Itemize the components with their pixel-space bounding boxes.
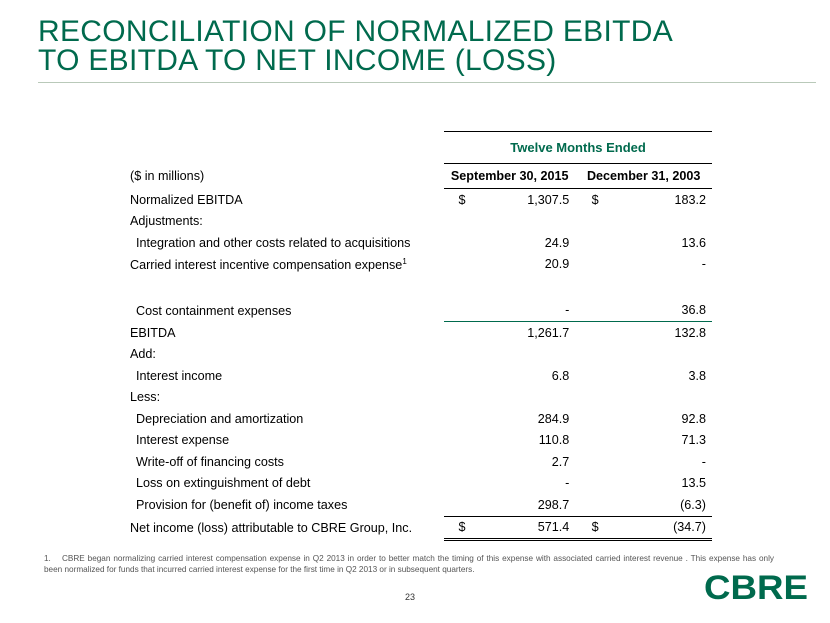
table-row [120, 408, 712, 430]
value-2003: 13.6 [681, 235, 706, 250]
col-header-sep-2015: September 30, 2015 [444, 164, 575, 189]
col-header-dec-2003: December 31, 2003 [575, 164, 712, 189]
value-2003: - [701, 454, 706, 469]
row-label: Less: [130, 390, 161, 405]
row-label: Cost containment expenses [136, 303, 292, 318]
value-2015: - [565, 303, 570, 318]
table-row [120, 344, 712, 366]
row-label: Net income (loss) attributable to CBRE Group, Inc. [130, 520, 413, 535]
value-2015: 110.8 [538, 433, 570, 448]
row-label: Add: [130, 347, 156, 362]
reconciliation-table [120, 131, 712, 541]
footnote-number: 1. [44, 554, 51, 563]
table-row [120, 473, 712, 495]
row-label: Write-off of financing costs [136, 454, 284, 469]
value-2015: 2.7 [551, 454, 570, 469]
value-2015: 20.9 [544, 256, 570, 271]
table-row [120, 494, 712, 516]
table-row [120, 387, 712, 409]
table-row [120, 211, 712, 233]
value-2003: (34.7) [615, 516, 712, 540]
value-2015: 6.8 [551, 368, 570, 383]
row-label: Adjustments: [130, 214, 203, 229]
value-2003: (6.3) [680, 497, 706, 512]
value-2015: 24.9 [544, 235, 570, 250]
table-row [120, 254, 712, 300]
table-row [120, 516, 712, 540]
value-2003: 13.5 [681, 476, 706, 491]
value-2015: 298.7 [537, 497, 570, 512]
table-row [120, 451, 712, 473]
value-2003: 183.2 [674, 192, 706, 207]
column-header-row [120, 164, 712, 189]
row-label: Normalized EBITDA [130, 192, 243, 207]
period-header: Twelve Months Ended [444, 132, 712, 164]
row-label: Interest income [136, 368, 223, 383]
value-2015: 1,261.7 [480, 322, 576, 344]
table-row [120, 322, 712, 344]
value-2003: 132.8 [615, 322, 712, 344]
value-2003: 71.3 [681, 433, 706, 448]
row-label: Loss on extinguishment of debt [136, 476, 311, 491]
page-number: 23 [405, 592, 416, 602]
table-row [120, 365, 712, 387]
row-label: Integration and other costs related to acquisitions [136, 235, 411, 250]
cbre-logo [704, 572, 810, 602]
value-2003: 36.8 [681, 303, 706, 318]
row-label: Carried interest incentive compensation expense$^1$ [130, 256, 407, 272]
title-divider [38, 82, 816, 83]
slide-title-line-1: RECONCILIATION OF NORMALIZED EBITDA [38, 15, 674, 48]
table-row [120, 232, 712, 254]
row-label: Depreciation and amortization [136, 411, 304, 426]
table-row [120, 189, 712, 211]
dollar-sign: $ [591, 192, 599, 207]
row-label: Interest expense [136, 433, 230, 448]
slide-title-line-2: TO EBITDA TO NET INCOME (LOSS) [38, 44, 557, 77]
logo-wordmark: CBRE [704, 572, 808, 602]
slide-title [38, 17, 673, 75]
footnote [44, 553, 774, 575]
value-2003: 92.8 [681, 411, 706, 426]
table-row [120, 300, 712, 322]
period-header-row [120, 132, 712, 164]
table-row [120, 430, 712, 452]
value-2015: 1,307.5 [527, 192, 570, 207]
dollar-sign: $ [444, 516, 480, 540]
dollar-sign: $ [458, 192, 466, 207]
value-2003: - [701, 256, 706, 271]
value-2015: - [565, 476, 570, 491]
units-label: ($ in millions) [130, 169, 205, 183]
dollar-sign: $ [575, 516, 615, 540]
row-label: EBITDA [130, 325, 176, 340]
footnote-text: CBRE began normalizing carried interest compensation expense in Q2 2013 in order to better match the timing of this expense with associated carried interest revenue . This expense has only been normalized for funds that incurred carried interest expense for the first time in Q2 2013 or in subsequent quarters. [44, 554, 774, 574]
value-2015: 284.9 [537, 411, 570, 426]
footnote-marker: 1 [402, 256, 407, 266]
value-2015: 571.4 [480, 516, 576, 540]
row-label: Provision for (benefit of) income taxes [136, 498, 348, 512]
value-2003: 3.8 [688, 368, 706, 383]
